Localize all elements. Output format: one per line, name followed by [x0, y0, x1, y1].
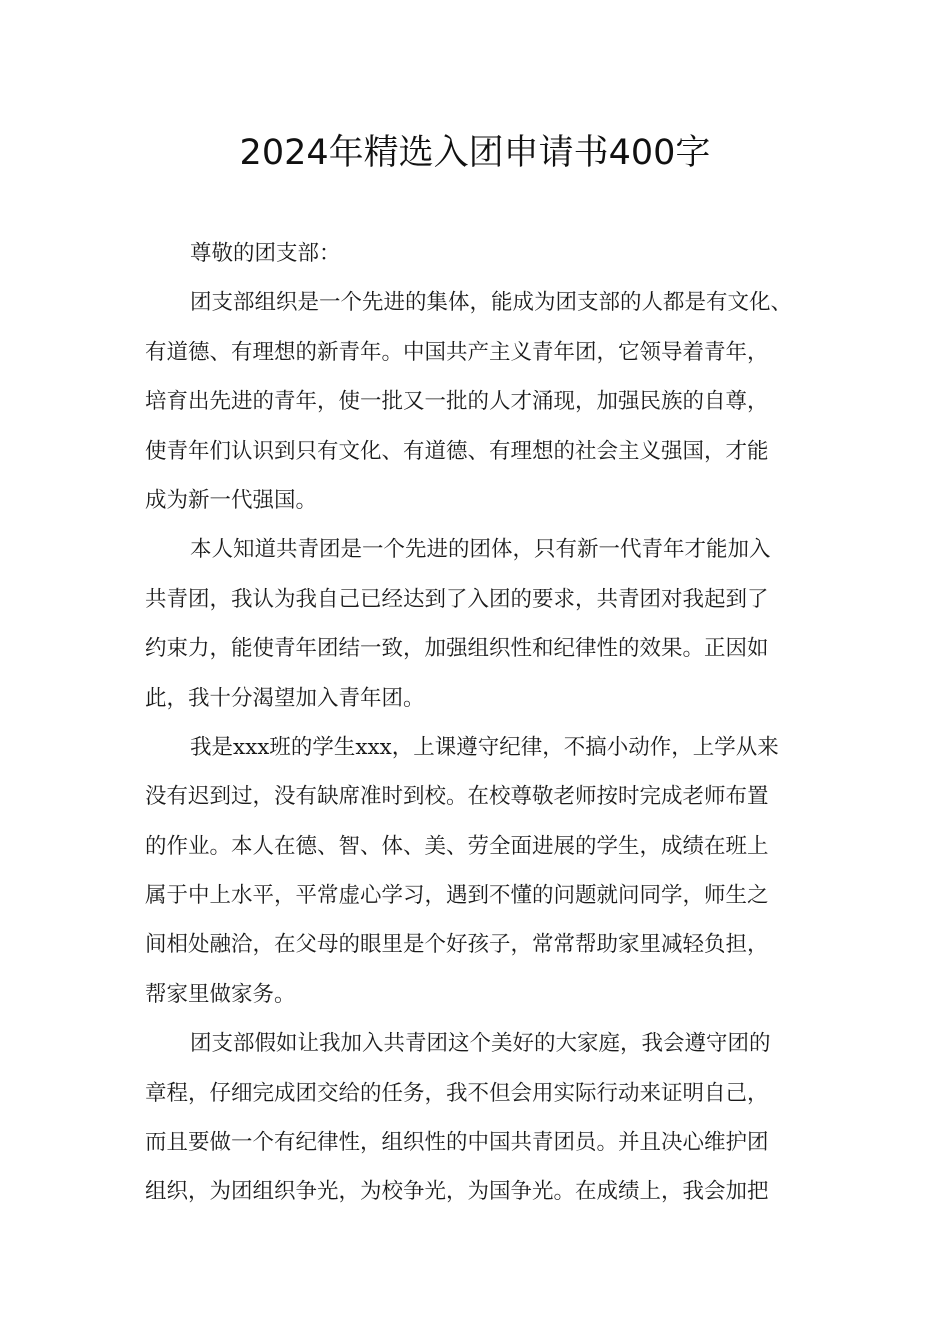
text-line: 使青年们认识到只有文化、有道德、有理想的社会主义强国，才能: [145, 438, 769, 464]
text-line: 尊敬的团支部：: [190, 241, 341, 266]
text-line: 而且要做一个有纪律性，组织性的中国共青团员。并且决心维护团: [145, 1130, 769, 1156]
text-line: 没有迟到过，没有缺席准时到校。在校尊敬老师按时完成老师布置: [145, 784, 769, 810]
text-line: 有道德、有理想的新青年。中国共产主义青年团，它领导着青年，: [145, 339, 769, 365]
text-line: 培育出先进的青年，使一批又一批的人才涌现，加强民族的自尊，: [145, 389, 769, 415]
text-line: 组织，为团组织争光，为校争光，为国争光。在成绩上，我会加把: [145, 1179, 769, 1205]
text-line: 章程，仔细完成团交给的任务，我不但会用实际行动来证明自己，: [145, 1080, 769, 1106]
text-line: 的作业。本人在德、智、体、美、劳全面进展的学生，成绩在班上: [145, 833, 769, 859]
text-line: 属于中上水平，平常虚心学习，遇到不懂的问题就问同学，师生之: [145, 883, 769, 909]
text-line: 此，我十分渴望加入青年团。: [145, 685, 425, 711]
text-line: 团支部组织是一个先进的集体，能成为团支部的人都是有文化、: [190, 290, 793, 316]
text-line: 帮家里做家务。: [145, 981, 296, 1007]
document-body: [145, 229, 810, 1217]
text-line: 本人知道共青团是一个先进的团体，只有新一代青年才能加入: [190, 537, 771, 563]
text-line: 共青团，我认为我自己已经达到了入团的要求，共青团对我起到了: [145, 586, 769, 612]
text-line: 成为新一代强国。: [145, 487, 318, 513]
text-line: 约束力，能使青年团结一致，加强组织性和纪律性的效果。正因如: [145, 636, 769, 662]
text-line: 我是xxx班的学生xxx，上课遵守纪律，不搞小动作，上学从来: [190, 734, 779, 760]
text-line: 团支部假如让我加入共青团这个美好的大家庭，我会遵守团的: [190, 1031, 771, 1057]
text-line: 间相处融洽，在父母的眼里是个好孩子，常常帮助家里减轻负担，: [145, 932, 769, 958]
document-title: 2024年精选入团申请书400字: [239, 133, 711, 173]
